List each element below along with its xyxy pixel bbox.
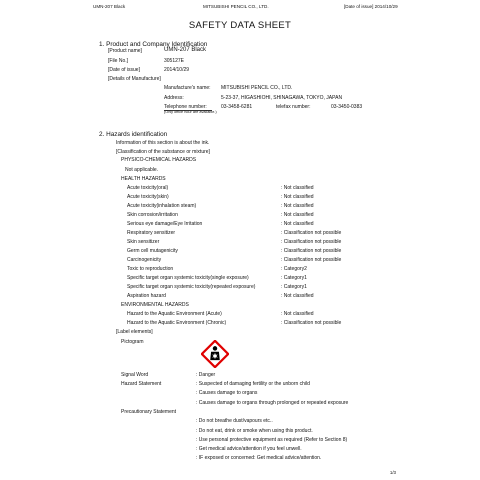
env-item-value: : Not classified <box>281 311 314 317</box>
health-item-value: : Category1 <box>281 284 307 290</box>
file-no-value: 305127E <box>164 58 185 64</box>
telephone-note: (Only office hour are available.) <box>164 110 217 114</box>
env-item-name: Hazard to the Aquatic Environment (Chronic) <box>127 320 227 326</box>
health-item-name: Toxic to reproduction <box>127 266 174 272</box>
health-hazard-icon <box>201 340 229 368</box>
precautionary-statement: : Use personal protective equipment as required (Refer to Section 8) <box>196 437 348 443</box>
health-item-name: Acute toxicity(oral) <box>127 185 169 191</box>
health-item-name: Skin sensitizer <box>127 239 160 245</box>
health-heading: HEALTH HAZARDS <box>121 176 166 182</box>
hazard-statement: : Suspected of damaging fertility or the unborn child <box>196 381 310 387</box>
physchem-value: Not applicable. <box>125 167 159 173</box>
env-item-value: : Classification not possible <box>281 320 342 326</box>
signal-word-label: Signal Word <box>121 372 149 378</box>
telephone-label: Telephone number: <box>164 104 207 110</box>
page-number: 1/3 <box>389 470 396 475</box>
manufacture-details-label: [Details of Manufacture] <box>108 76 161 82</box>
env-item-name: Hazard to the Aquatic Environment (Acute) <box>127 311 222 317</box>
health-item-value: : Not classified <box>281 185 314 191</box>
health-item-name: Carcinogenicity <box>127 257 162 263</box>
file-no-label: [File No.] <box>108 58 129 64</box>
health-item-value: : Not classified <box>281 293 314 299</box>
precautionary-statement: : Get medical advice/attention if you feel unwell. <box>196 446 302 452</box>
health-item-name: Specific target organ systemic toxicity(repeated exposure) <box>127 284 256 290</box>
section2-intro: Information of this section is about the ink. <box>116 140 210 146</box>
health-item-value: : Not classified <box>281 212 314 218</box>
hazard-statement: : Causes damage to organs <box>196 390 258 396</box>
precautionary-statement: : Do not eat, drink or smoke when using this product. <box>196 428 313 434</box>
precautionary-statement: : IF exposed or concerned: Get medical advice/attention. <box>196 455 322 461</box>
section1-heading: 1. Product and Company Identification <box>99 41 208 48</box>
health-item-name: Aspiration hazard <box>127 293 166 299</box>
header-product: UMN-207 Black <box>93 4 126 9</box>
address-value: 5-23-37, HIGASHIOHI, SHINAGAWA, TOKYO, JAPAN <box>221 95 343 101</box>
health-item-name: Specific target organ systemic toxicity(single exposure) <box>127 275 249 281</box>
health-item-name: Acute toxicity(inhalation steam) <box>127 203 197 209</box>
health-item-value: : Classification not possible <box>281 257 342 263</box>
health-item-value: : Classification not possible <box>281 230 342 236</box>
product-name-value: UMN-207 Black <box>164 47 207 53</box>
telefax-value: 03-3450-0383 <box>331 104 363 110</box>
precautionary-statement: : Do not breathe dust/vapours etc.. <box>196 418 273 424</box>
health-item-name: Acute toxicity(skin) <box>127 194 169 200</box>
precautionary-statement-label: Precautionary Statement <box>121 409 177 415</box>
env-heading: ENVIRONMENTAL HAZARDS <box>121 302 189 308</box>
health-item-value: : Category1 <box>281 275 307 281</box>
health-item-name: Germ cell mutagenicity <box>127 248 178 254</box>
address-label: Address: <box>164 95 184 101</box>
label-elements-heading: [Label elements] <box>116 329 153 335</box>
health-item-value: : Classification not possible <box>281 248 342 254</box>
date-issue-value: 2014/10/29 <box>164 67 190 73</box>
section2-heading: 2. Hazards identification <box>99 131 168 138</box>
header-date: [Date of issue] 2014/10/29 <box>344 4 398 9</box>
manufacturer-name-label: Manufacture's name: <box>164 85 211 91</box>
health-item-value: : Not classified <box>281 221 314 227</box>
telephone-value: 03-3458-6281 <box>221 104 253 110</box>
date-issue-label: [Date of issue] <box>108 67 140 73</box>
signal-word-value: : Danger <box>196 372 216 378</box>
product-name-label: [Product name] <box>108 48 142 54</box>
hazard-statement: : Causes damage to organs through prolonged or repeated exposure <box>196 400 349 406</box>
physchem-heading: PHYSICO-CHEMICAL HAZARDS <box>121 157 197 163</box>
health-item-value: : Not classified <box>281 203 314 209</box>
classification-label: [Classification of the substance or mixture] <box>116 149 210 155</box>
health-item-value: : Category2 <box>281 266 307 272</box>
health-item-name: Respiratory sensitizer <box>127 230 176 236</box>
manufacturer-name-value: MITSUBISHI PENCIL CO., LTD. <box>221 85 293 91</box>
telefax-label: telefax number: <box>276 104 311 110</box>
header-company: MITSUBISHI PENCIL CO., LTD. <box>203 4 269 9</box>
hazard-statement-label: Hazard Statement <box>121 381 162 387</box>
health-item-name: Skin corrosion/irritation <box>127 212 178 218</box>
health-item-value: : Not classified <box>281 194 314 200</box>
page-title: SAFETY DATA SHEET <box>188 20 292 31</box>
pictogram-label: Pictogram <box>121 339 144 345</box>
health-item-name: Serious eye damage/Eye Irritation <box>127 221 203 227</box>
health-item-value: : Classification not possible <box>281 239 342 245</box>
